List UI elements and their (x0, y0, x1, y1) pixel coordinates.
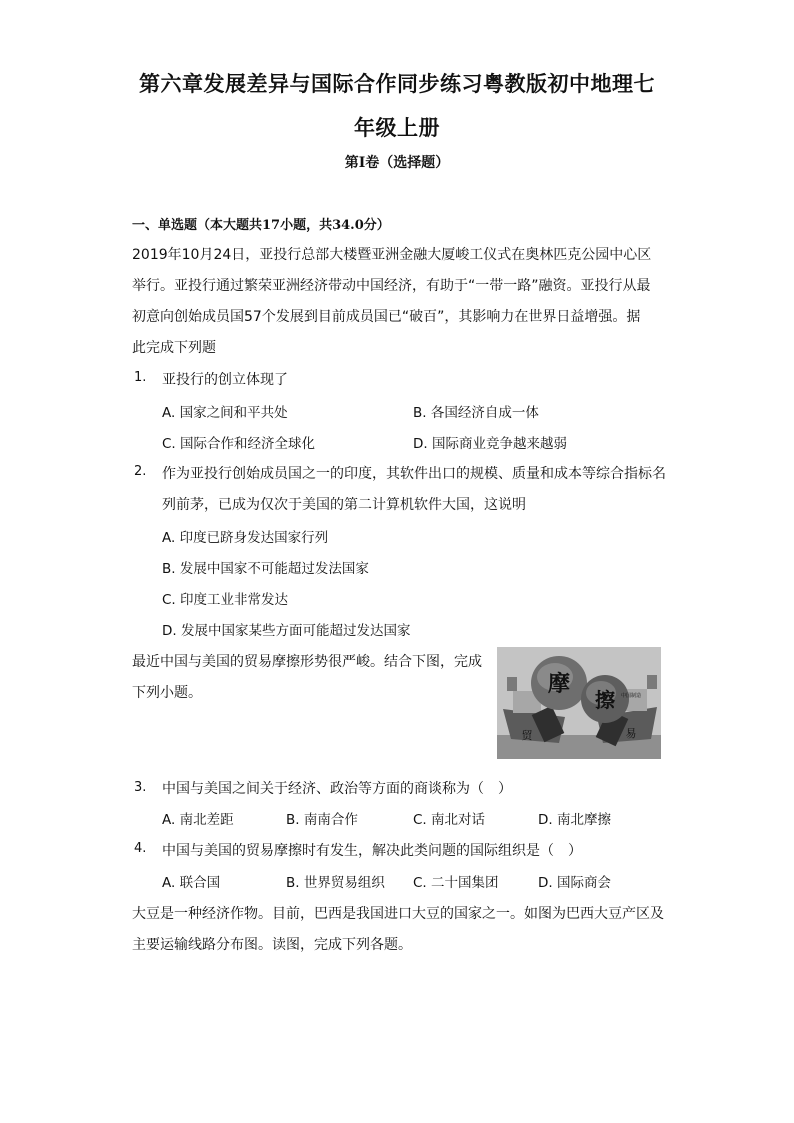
passage2-line: 最近中国与美国的贸易摩擦形势很严峻。结合下图，完成 (132, 654, 482, 670)
option-a: A. 南北差距 (162, 812, 234, 828)
question-text: 作为亚投行创始成员国之一的印度，其软件出口的规模、质量和成本等综合指标名 (162, 466, 666, 482)
passage2-line: 下列小题。 (132, 685, 202, 701)
trade-friction-svg (497, 647, 661, 759)
question-number: 2. (134, 464, 147, 479)
question-text: 列前茅，已成为仅次于美国的第二计算机软件大国，这说明 (162, 497, 526, 513)
passage1-line: 此完成下列题 (132, 340, 216, 356)
option-a: A. 印度已跻身发达国家行列 (162, 530, 329, 546)
trade-friction-illustration (497, 647, 661, 759)
passage1-line: 初意向创始成员国57个发展到目前成员国已“破百”，其影响力在世界日益增强。据 (132, 309, 641, 325)
option-c: C. 南北对话 (413, 812, 486, 828)
option-b: B. 世界贸易组织 (286, 875, 385, 891)
ship-flag-label: 中国制造 (620, 693, 642, 699)
glove-left-label: 摩 (547, 671, 571, 697)
question-text: 中国与美国之间关于经济、政治等方面的商谈称为（ ） (162, 781, 512, 797)
passage3-line: 主要运输线路分布图。读图，完成下列各题。 (132, 937, 412, 953)
passage3-line: 大豆是一种经济作物。目前，巴西是我国进口大豆的国家之一。如图为巴西大豆产区及 (132, 906, 664, 922)
option-d: D. 国际商会 (538, 875, 611, 891)
question-number: 4. (134, 841, 147, 856)
page-title-line1: 第六章发展差异与国际合作同步练习粤教版初中地理七 (139, 71, 655, 96)
question-number: 1. (134, 370, 147, 385)
passage1-line: 举行。亚投行通过繁荣亚洲经济带动中国经济，有助于“一带一路”融资。亚投行从最 (132, 278, 651, 294)
ship-right-label: 易 (625, 727, 637, 740)
option-c: C. 二十国集团 (413, 875, 499, 891)
page-title-line2: 年级上册 (354, 115, 440, 140)
option-c: C. 国际合作和经济全球化 (162, 436, 316, 452)
glove-right-label: 擦 (595, 688, 615, 712)
option-c: C. 印度工业非常发达 (162, 592, 289, 608)
section-volume-title: 第I卷（选择题） (344, 155, 450, 171)
question-text: 中国与美国的贸易摩擦时有发生，解决此类问题的国际组织是（ ） (162, 843, 582, 859)
ship-left-label: 贸 (521, 729, 533, 742)
option-a: A. 国家之间和平共处 (162, 405, 288, 421)
option-b: B. 发展中国家不可能超过发法国家 (162, 561, 369, 577)
section-header: 一、单选题（本大题共17小题，共34.0分） (132, 218, 390, 233)
option-d: D. 国际商业竞争越来越弱 (413, 436, 567, 452)
option-b: B. 各国经济自成一体 (413, 405, 539, 421)
option-b: B. 南南合作 (286, 812, 358, 828)
passage1-line: 2019年10月24日，亚投行总部大楼暨亚洲金融大厦峻工仪式在奥林匹克公园中心区 (132, 247, 652, 263)
option-d: D. 发展中国家某些方面可能超过发达国家 (162, 623, 411, 639)
option-a: A. 联合国 (162, 875, 221, 891)
option-d: D. 南北摩擦 (538, 812, 611, 828)
question-number: 3. (134, 780, 147, 795)
question-text: 亚投行的创立体现了 (162, 372, 288, 388)
